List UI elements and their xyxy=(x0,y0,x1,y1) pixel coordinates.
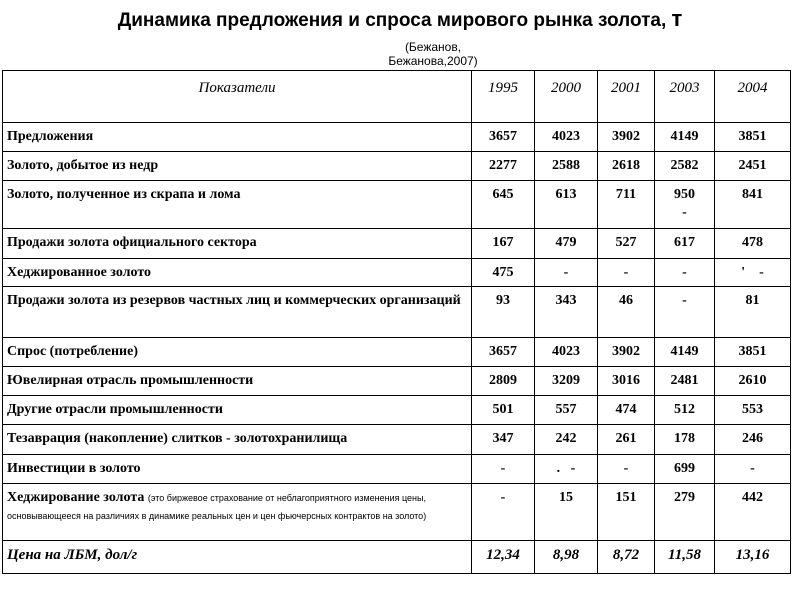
cell-value: 699 xyxy=(655,455,715,484)
cell-value: 151 xyxy=(598,484,655,541)
source-line-1: (Бежанов, xyxy=(404,40,462,54)
row-label: Тезаврация (накопление) слитков - золотохранилища xyxy=(3,425,472,455)
cell-value: ' - xyxy=(715,259,791,287)
row-label: Золото, полученное из скрапа и лома xyxy=(3,181,472,229)
cell-value-dash: - xyxy=(682,205,687,220)
cell-value: 11,58 xyxy=(655,541,715,574)
cell-value: 711 xyxy=(598,181,655,229)
cell-value: 4023 xyxy=(535,123,598,152)
table-row xyxy=(3,181,791,229)
cell-value: 501 xyxy=(472,396,535,425)
cell-value: 13,16 xyxy=(715,541,791,574)
cell-value: 479 xyxy=(535,229,598,259)
row-label: Хеджированное золото xyxy=(3,259,472,287)
table-row xyxy=(3,152,791,181)
source-line-2: Бежанова,2007) xyxy=(388,54,478,68)
cell-value: 3902 xyxy=(598,123,655,152)
cell-value: 2588 xyxy=(535,152,598,181)
row-label: Ювелирная отрасль промышленности xyxy=(3,367,472,396)
cell-value: 8,72 xyxy=(598,541,655,574)
cell-value: 4149 xyxy=(655,338,715,367)
row-label: Продажи золота официального сектора xyxy=(3,229,472,259)
cell-value: 347 xyxy=(472,425,535,455)
cell-value: 4023 xyxy=(535,338,598,367)
row-label: Золото, добытое из недр xyxy=(3,152,472,181)
table-row-hedging xyxy=(3,484,791,541)
table-row xyxy=(3,229,791,259)
cell-value: 46 xyxy=(598,287,655,338)
header-year: 1995 xyxy=(472,71,535,123)
cell-value: 93 xyxy=(472,287,535,338)
header-year: 2001 xyxy=(598,71,655,123)
cell-value: 475 xyxy=(472,259,535,287)
hedging-note: (это биржевое страхование от неблагоприятного изменения цены, основывающееся на различиях в динамике реальных цен и цен фьючерсных контрактов на золото) xyxy=(7,493,427,521)
cell-value: 613 xyxy=(535,181,598,229)
cell-value: 527 xyxy=(598,229,655,259)
page-title xyxy=(0,6,800,32)
cell-value: 167 xyxy=(472,229,535,259)
cell-value: 242 xyxy=(535,425,598,455)
cell-value: 3016 xyxy=(598,367,655,396)
title-unit: т xyxy=(671,6,683,31)
cell-value: 2582 xyxy=(655,152,715,181)
cell-value: 841 xyxy=(715,181,791,229)
table-row xyxy=(3,455,791,484)
cell-value: 3851 xyxy=(715,338,791,367)
cell-value: 2809 xyxy=(472,367,535,396)
table-row xyxy=(3,367,791,396)
cell-value: - xyxy=(598,259,655,287)
cell-value: 553 xyxy=(715,396,791,425)
cell-value: 3209 xyxy=(535,367,598,396)
cell-value: 3657 xyxy=(472,338,535,367)
cell-value: 2277 xyxy=(472,152,535,181)
table-row xyxy=(3,396,791,425)
gold-market-table xyxy=(2,70,791,574)
cell-value xyxy=(655,181,715,229)
cell-value: 8,98 xyxy=(535,541,598,574)
cell-value: - xyxy=(535,259,598,287)
table-row xyxy=(3,287,791,338)
table-row-price xyxy=(3,541,791,574)
cell-value-main: 950 xyxy=(674,187,695,202)
cell-value: 557 xyxy=(535,396,598,425)
cell-value: 2618 xyxy=(598,152,655,181)
table-row xyxy=(3,259,791,287)
row-label: Другие отрасли промышленности xyxy=(3,396,472,425)
cell-value: 3657 xyxy=(472,123,535,152)
cell-value: - xyxy=(715,455,791,484)
cell-value: 2481 xyxy=(655,367,715,396)
cell-value: 474 xyxy=(598,396,655,425)
cell-value: - xyxy=(655,259,715,287)
cell-value: 645 xyxy=(472,181,535,229)
cell-value: 617 xyxy=(655,229,715,259)
cell-value: . - xyxy=(535,455,598,484)
header-indicator: Показатели xyxy=(3,71,472,123)
header-year: 2003 xyxy=(655,71,715,123)
row-label: Цена на ЛБМ, дол/г xyxy=(3,541,472,574)
cell-value: 3902 xyxy=(598,338,655,367)
cell-value: 279 xyxy=(655,484,715,541)
cell-value: 2451 xyxy=(715,152,791,181)
cell-value: 2610 xyxy=(715,367,791,396)
table-header-row xyxy=(3,71,791,123)
cell-value: 15 xyxy=(535,484,598,541)
header-year: 2000 xyxy=(535,71,598,123)
table-row xyxy=(3,338,791,367)
cell-value: 4149 xyxy=(655,123,715,152)
cell-value: 246 xyxy=(715,425,791,455)
source-citation xyxy=(388,40,478,68)
cell-value: 81 xyxy=(715,287,791,338)
hedging-label: Хеджирование золота xyxy=(7,490,145,505)
cell-value: 343 xyxy=(535,287,598,338)
row-label: Спрос (потребление) xyxy=(3,338,472,367)
header-year: 2004 xyxy=(715,71,791,123)
cell-value: - xyxy=(472,455,535,484)
row-label xyxy=(3,484,472,541)
row-label: Инвестиции в золото xyxy=(3,455,472,484)
row-label: Предложения xyxy=(3,123,472,152)
cell-value: - xyxy=(598,455,655,484)
cell-value: 442 xyxy=(715,484,791,541)
cell-value: 478 xyxy=(715,229,791,259)
row-label: Продажи золота из резервов частных лиц и коммерческих организаций xyxy=(3,287,472,338)
table-row xyxy=(3,123,791,152)
cell-value: 3851 xyxy=(715,123,791,152)
cell-value: 512 xyxy=(655,396,715,425)
cell-value: - xyxy=(472,484,535,541)
cell-value: 178 xyxy=(655,425,715,455)
cell-value: - xyxy=(655,287,715,338)
cell-value: 261 xyxy=(598,425,655,455)
table-row xyxy=(3,425,791,455)
cell-value: 12,34 xyxy=(472,541,535,574)
title-text: Динамика предложения и спроса мирового рынка золота, xyxy=(117,10,667,31)
